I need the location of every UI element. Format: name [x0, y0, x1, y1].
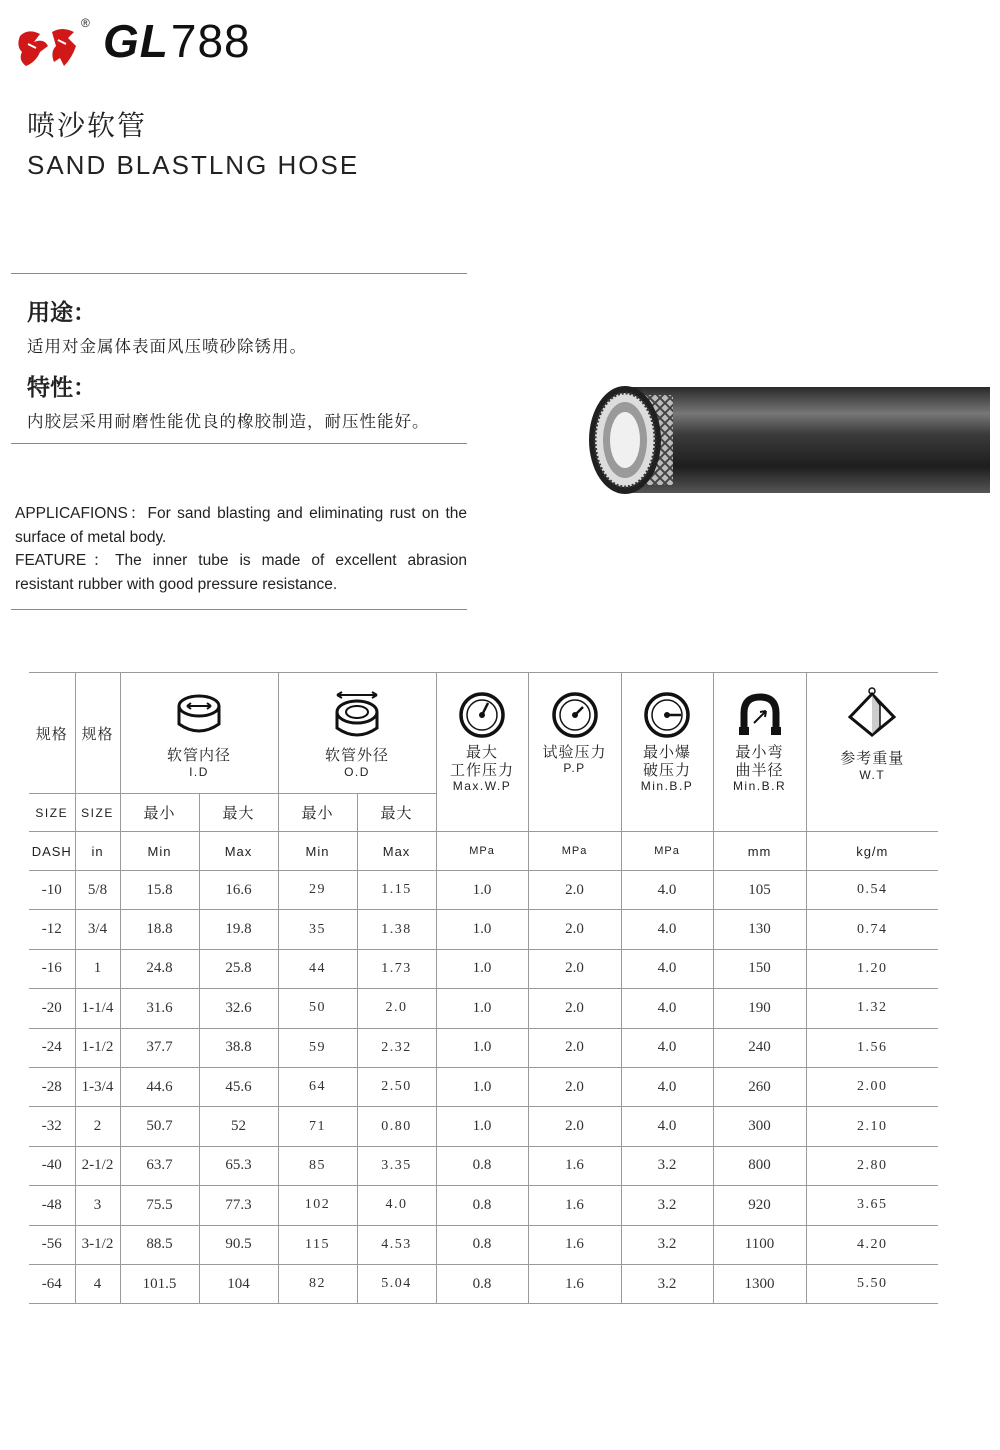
features-heading: 特性：	[27, 375, 96, 401]
table-row	[29, 1067, 938, 1106]
weight-icon	[846, 687, 898, 739]
table-cell: 0.8	[436, 1264, 528, 1303]
table-cell: 102	[278, 1186, 357, 1225]
header-od-min: 最小	[278, 794, 357, 832]
header-max-working-pressure: 最大 工作压力 Max.W.P	[436, 673, 528, 832]
table-cell: 190	[713, 989, 806, 1028]
inner-diameter-icon	[175, 692, 223, 740]
table-cell: 15.8	[120, 871, 199, 910]
table-row	[29, 871, 938, 910]
bend-radius-icon	[736, 691, 784, 739]
table-cell: 101.5	[120, 1264, 199, 1303]
table-cell: 77.3	[199, 1186, 278, 1225]
table-cell: 0.8	[436, 1225, 528, 1264]
table-cell: 38.8	[199, 1028, 278, 1067]
pressure-gauge-icon	[643, 691, 691, 739]
table-cell: 59	[278, 1028, 357, 1067]
table-cell: 24.8	[120, 949, 199, 988]
table-cell: 2.10	[806, 1107, 938, 1146]
table-cell: -28	[29, 1067, 75, 1106]
divider	[11, 609, 467, 610]
header-spec2: 规格	[75, 673, 120, 794]
table-cell: 0.8	[436, 1186, 528, 1225]
table-cell: 4	[75, 1264, 120, 1303]
table-cell: 1.20	[806, 949, 938, 988]
divider	[11, 443, 467, 444]
table-cell: 1.0	[436, 871, 528, 910]
table-cell: -64	[29, 1264, 75, 1303]
table-cell: 5/8	[75, 871, 120, 910]
unit-dash: DASH	[29, 832, 75, 871]
table-cell: 1.6	[528, 1225, 621, 1264]
table-cell: 104	[199, 1264, 278, 1303]
table-cell: 4.0	[621, 949, 713, 988]
usage-heading: 用途：	[27, 300, 96, 326]
unit-wt: kg/m	[806, 832, 938, 871]
header-id-max: 最大	[199, 794, 278, 832]
table-cell: 1.0	[436, 949, 528, 988]
table-cell: 240	[713, 1028, 806, 1067]
table-cell: 1.32	[806, 989, 938, 1028]
pressure-gauge-icon	[458, 691, 506, 739]
table-cell: 2.0	[528, 949, 621, 988]
table-cell: 1	[75, 949, 120, 988]
table-cell: 5.04	[357, 1264, 436, 1303]
table-cell: 2.80	[806, 1146, 938, 1185]
table-cell: 4.0	[621, 1107, 713, 1146]
table-cell: 16.6	[199, 871, 278, 910]
table-cell: 4.0	[621, 989, 713, 1028]
table-cell: 32.6	[199, 989, 278, 1028]
table-cell: 4.0	[621, 1067, 713, 1106]
table-cell: 18.8	[120, 910, 199, 949]
registered-mark: ®	[81, 16, 90, 30]
table-cell: 88.5	[120, 1225, 199, 1264]
table-cell: 150	[713, 949, 806, 988]
table-cell: 75.5	[120, 1186, 199, 1225]
table-cell: 4.0	[357, 1186, 436, 1225]
table-cell: 2.0	[528, 910, 621, 949]
outer-diameter-icon	[333, 690, 381, 742]
table-cell: 37.7	[120, 1028, 199, 1067]
unit-od-min: Min	[278, 832, 357, 871]
table-cell: 1.0	[436, 989, 528, 1028]
header-weight: 参考重量 W.T	[806, 673, 938, 832]
table-cell: 1-1/4	[75, 989, 120, 1028]
table-cell: 50.7	[120, 1107, 199, 1146]
table-row	[29, 989, 938, 1028]
table-cell: 1.6	[528, 1146, 621, 1185]
table-cell: 4.53	[357, 1225, 436, 1264]
table-cell: 1.6	[528, 1186, 621, 1225]
header-od-max: 最大	[357, 794, 436, 832]
table-cell: 3	[75, 1186, 120, 1225]
table-cell: 3.2	[621, 1225, 713, 1264]
table-cell: 3.35	[357, 1146, 436, 1185]
header-size2: SIZE	[75, 794, 120, 832]
table-cell: 85	[278, 1146, 357, 1185]
table-cell: -16	[29, 949, 75, 988]
table-cell: 19.8	[199, 910, 278, 949]
header-id-min: 最小	[120, 794, 199, 832]
header-min-bend-radius: 最小弯 曲半径 Min.B.R	[713, 673, 806, 832]
table-cell: 44	[278, 949, 357, 988]
table-cell: 1300	[713, 1264, 806, 1303]
table-cell: 2.00	[806, 1067, 938, 1106]
feature-text: FEATURE：The inner tube is made of excellent abrasion resistant rubber with good pressure resistance.	[15, 552, 467, 593]
table-cell: 1.38	[357, 910, 436, 949]
table-row	[29, 1028, 938, 1067]
table-cell: 1-1/2	[75, 1028, 120, 1067]
spec-table	[29, 672, 938, 1304]
table-cell: -20	[29, 989, 75, 1028]
table-cell: 4.0	[621, 871, 713, 910]
product-title-en: SAND BLASTLNG HOSE	[27, 150, 360, 180]
table-cell: 2.0	[528, 1028, 621, 1067]
table-row	[29, 1107, 938, 1146]
table-cell: 1.56	[806, 1028, 938, 1067]
table-cell: 2	[75, 1107, 120, 1146]
table-cell: -56	[29, 1225, 75, 1264]
features-text: 内胶层采用耐磨性能优良的橡胶制造，耐压性能好。	[27, 412, 430, 431]
unit-wp: MPa	[436, 832, 528, 871]
product-title-cn: 喷沙软管	[27, 109, 148, 142]
hose-image	[585, 383, 990, 498]
table-cell: 1-3/4	[75, 1067, 120, 1106]
brand-logo-icon	[14, 22, 84, 72]
table-cell: 4.0	[621, 1028, 713, 1067]
unit-in: in	[75, 832, 120, 871]
header-min-burst-pressure: 最小爆 破压力 Min.B.P	[621, 673, 713, 832]
english-description	[15, 502, 467, 596]
table-cell: 2-1/2	[75, 1146, 120, 1185]
table-cell: 50	[278, 989, 357, 1028]
model-title: GL788	[103, 15, 251, 67]
table-cell: 2.32	[357, 1028, 436, 1067]
table-cell: 35	[278, 910, 357, 949]
table-cell: 71	[278, 1107, 357, 1146]
table-cell: 4.0	[621, 910, 713, 949]
header-inner-diameter: 软管内径 I.D	[120, 673, 278, 794]
unit-id-min: Min	[120, 832, 199, 871]
table-cell: 5.50	[806, 1264, 938, 1303]
table-row	[29, 1225, 938, 1264]
table-cell: 2.0	[528, 1107, 621, 1146]
table-cell: -48	[29, 1186, 75, 1225]
table-cell: 1100	[713, 1225, 806, 1264]
table-cell: 2.0	[528, 989, 621, 1028]
table-cell: 64	[278, 1067, 357, 1106]
table-cell: 3.2	[621, 1146, 713, 1185]
table-cell: 800	[713, 1146, 806, 1185]
header-size1: SIZE	[29, 794, 75, 832]
table-cell: 31.6	[120, 989, 199, 1028]
table-cell: 115	[278, 1225, 357, 1264]
unit-br: mm	[713, 832, 806, 871]
table-cell: -32	[29, 1107, 75, 1146]
table-cell: 1.0	[436, 1067, 528, 1106]
table-row	[29, 1146, 938, 1185]
table-cell: 90.5	[199, 1225, 278, 1264]
table-cell: 0.74	[806, 910, 938, 949]
table-cell: 2.0	[528, 871, 621, 910]
table-cell: -12	[29, 910, 75, 949]
table-cell: 3/4	[75, 910, 120, 949]
table-cell: 1.15	[357, 871, 436, 910]
table-row	[29, 1264, 938, 1303]
table-row	[29, 910, 938, 949]
table-cell: 45.6	[199, 1067, 278, 1106]
usage-text: 适用对金属体表面风压喷砂除锈用。	[27, 337, 307, 356]
pressure-gauge-icon	[551, 691, 599, 739]
table-cell: 130	[713, 910, 806, 949]
table-cell: 3.2	[621, 1264, 713, 1303]
table-cell: 1.73	[357, 949, 436, 988]
table-cell: 0.8	[436, 1146, 528, 1185]
header-spec1: 规格	[29, 673, 75, 794]
table-cell: 920	[713, 1186, 806, 1225]
table-cell: 44.6	[120, 1067, 199, 1106]
table-cell: -10	[29, 871, 75, 910]
table-cell: 4.20	[806, 1225, 938, 1264]
table-cell: -40	[29, 1146, 75, 1185]
table-cell: 63.7	[120, 1146, 199, 1185]
unit-id-max: Max	[199, 832, 278, 871]
table-cell: 1.0	[436, 910, 528, 949]
table-cell: 260	[713, 1067, 806, 1106]
table-cell: 3-1/2	[75, 1225, 120, 1264]
table-cell: 25.8	[199, 949, 278, 988]
header-outer-diameter: 软管外径 O.D	[278, 673, 436, 794]
table-cell: 52	[199, 1107, 278, 1146]
header-proof-pressure: 试验压力 P.P	[528, 673, 621, 832]
table-cell: 2.0	[357, 989, 436, 1028]
table-cell: 300	[713, 1107, 806, 1146]
table-row	[29, 1186, 938, 1225]
table-cell: 29	[278, 871, 357, 910]
table-cell: -24	[29, 1028, 75, 1067]
table-cell: 82	[278, 1264, 357, 1303]
table-cell: 3.65	[806, 1186, 938, 1225]
unit-od-max: Max	[357, 832, 436, 871]
divider	[11, 273, 467, 274]
table-cell: 0.54	[806, 871, 938, 910]
table-cell: 1.0	[436, 1028, 528, 1067]
applications-text: APPLICAFIONS：For sand blasting and eliminating rust on the surface of metal body.	[15, 505, 467, 546]
table-row	[29, 949, 938, 988]
table-cell: 2.50	[357, 1067, 436, 1106]
table-cell: 1.0	[436, 1107, 528, 1146]
table-cell: 3.2	[621, 1186, 713, 1225]
table-cell: 1.6	[528, 1264, 621, 1303]
table-cell: 2.0	[528, 1067, 621, 1106]
table-cell: 65.3	[199, 1146, 278, 1185]
table-cell: 0.80	[357, 1107, 436, 1146]
table-cell: 105	[713, 871, 806, 910]
unit-bp: MPa	[621, 832, 713, 871]
unit-pp: MPa	[528, 832, 621, 871]
